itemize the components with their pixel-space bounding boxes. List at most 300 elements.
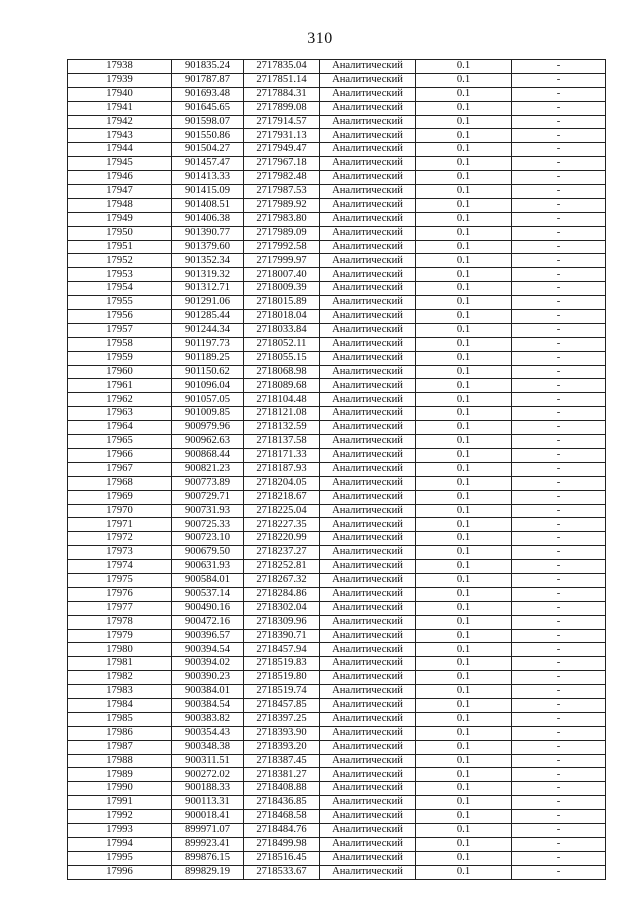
y-coordinate-cell: 2718309.96 — [244, 615, 320, 629]
description-cell: - — [512, 546, 606, 560]
table-row — [68, 532, 606, 546]
point-number-cell: 17969 — [68, 490, 172, 504]
x-coordinate-cell: 900384.01 — [172, 685, 244, 699]
table-row — [68, 726, 606, 740]
x-coordinate-cell: 901319.32 — [172, 268, 244, 282]
method-cell: Аналитический — [320, 601, 416, 615]
description-cell: - — [512, 185, 606, 199]
table-row — [68, 254, 606, 268]
method-cell: Аналитический — [320, 157, 416, 171]
description-cell: - — [512, 351, 606, 365]
y-coordinate-cell: 2718104.48 — [244, 393, 320, 407]
table-row — [68, 296, 606, 310]
method-cell: Аналитический — [320, 462, 416, 476]
method-cell: Аналитический — [320, 240, 416, 254]
table-row — [68, 560, 606, 574]
accuracy-cell: 0.1 — [416, 351, 512, 365]
method-cell: Аналитический — [320, 171, 416, 185]
x-coordinate-cell: 900537.14 — [172, 587, 244, 601]
x-coordinate-cell: 901189.25 — [172, 351, 244, 365]
point-number-cell: 17958 — [68, 337, 172, 351]
description-cell: - — [512, 254, 606, 268]
method-cell: Аналитический — [320, 60, 416, 74]
method-cell: Аналитический — [320, 518, 416, 532]
y-coordinate-cell: 2718187.93 — [244, 462, 320, 476]
description-cell: - — [512, 782, 606, 796]
table-row — [68, 712, 606, 726]
point-number-cell: 17945 — [68, 157, 172, 171]
point-number-cell: 17979 — [68, 629, 172, 643]
x-coordinate-cell: 900348.38 — [172, 740, 244, 754]
accuracy-cell: 0.1 — [416, 560, 512, 574]
x-coordinate-cell: 901244.34 — [172, 323, 244, 337]
description-cell: - — [512, 768, 606, 782]
method-cell: Аналитический — [320, 837, 416, 851]
accuracy-cell: 0.1 — [416, 712, 512, 726]
x-coordinate-cell: 901390.77 — [172, 226, 244, 240]
accuracy-cell: 0.1 — [416, 310, 512, 324]
point-number-cell: 17960 — [68, 365, 172, 379]
description-cell: - — [512, 240, 606, 254]
description-cell: - — [512, 726, 606, 740]
method-cell: Аналитический — [320, 212, 416, 226]
point-number-cell: 17994 — [68, 837, 172, 851]
method-cell: Аналитический — [320, 115, 416, 129]
y-coordinate-cell: 2718068.98 — [244, 365, 320, 379]
accuracy-cell: 0.1 — [416, 671, 512, 685]
table-row — [68, 796, 606, 810]
description-cell: - — [512, 601, 606, 615]
x-coordinate-cell: 901787.87 — [172, 73, 244, 87]
table-row — [68, 226, 606, 240]
accuracy-cell: 0.1 — [416, 226, 512, 240]
accuracy-cell: 0.1 — [416, 462, 512, 476]
x-coordinate-cell: 900113.31 — [172, 796, 244, 810]
x-coordinate-cell: 901352.34 — [172, 254, 244, 268]
point-number-cell: 17939 — [68, 73, 172, 87]
x-coordinate-cell: 900188.33 — [172, 782, 244, 796]
x-coordinate-cell: 901598.07 — [172, 115, 244, 129]
x-coordinate-cell: 900490.16 — [172, 601, 244, 615]
table-row — [68, 435, 606, 449]
point-number-cell: 17965 — [68, 435, 172, 449]
point-number-cell: 17974 — [68, 560, 172, 574]
method-cell: Аналитический — [320, 282, 416, 296]
x-coordinate-cell: 901415.09 — [172, 185, 244, 199]
point-number-cell: 17962 — [68, 393, 172, 407]
point-number-cell: 17981 — [68, 657, 172, 671]
y-coordinate-cell: 2717884.31 — [244, 87, 320, 101]
table-row — [68, 768, 606, 782]
accuracy-cell: 0.1 — [416, 185, 512, 199]
y-coordinate-cell: 2718387.45 — [244, 754, 320, 768]
method-cell: Аналитический — [320, 560, 416, 574]
x-coordinate-cell: 901057.05 — [172, 393, 244, 407]
point-number-cell: 17938 — [68, 60, 172, 74]
method-cell: Аналитический — [320, 379, 416, 393]
y-coordinate-cell: 2718381.27 — [244, 768, 320, 782]
table-row — [68, 573, 606, 587]
description-cell: - — [512, 393, 606, 407]
table-row — [68, 129, 606, 143]
point-number-cell: 17950 — [68, 226, 172, 240]
table-row — [68, 587, 606, 601]
x-coordinate-cell: 901312.71 — [172, 282, 244, 296]
accuracy-cell: 0.1 — [416, 198, 512, 212]
x-coordinate-cell: 899923.41 — [172, 837, 244, 851]
method-cell: Аналитический — [320, 615, 416, 629]
table-row — [68, 101, 606, 115]
accuracy-cell: 0.1 — [416, 546, 512, 560]
method-cell: Аналитический — [320, 407, 416, 421]
description-cell: - — [512, 837, 606, 851]
y-coordinate-cell: 2717983.80 — [244, 212, 320, 226]
point-number-cell: 17963 — [68, 407, 172, 421]
method-cell: Аналитический — [320, 310, 416, 324]
x-coordinate-cell: 901645.65 — [172, 101, 244, 115]
description-cell: - — [512, 171, 606, 185]
y-coordinate-cell: 2717899.08 — [244, 101, 320, 115]
description-cell: - — [512, 796, 606, 810]
x-coordinate-cell: 901550.86 — [172, 129, 244, 143]
point-number-cell: 17980 — [68, 643, 172, 657]
y-coordinate-cell: 2718533.67 — [244, 865, 320, 879]
description-cell: - — [512, 379, 606, 393]
point-number-cell: 17990 — [68, 782, 172, 796]
accuracy-cell: 0.1 — [416, 379, 512, 393]
x-coordinate-cell: 900383.82 — [172, 712, 244, 726]
method-cell: Аналитический — [320, 587, 416, 601]
description-cell: - — [512, 268, 606, 282]
point-number-cell: 17976 — [68, 587, 172, 601]
x-coordinate-cell: 900868.44 — [172, 448, 244, 462]
y-coordinate-cell: 2717835.04 — [244, 60, 320, 74]
point-number-cell: 17949 — [68, 212, 172, 226]
accuracy-cell: 0.1 — [416, 407, 512, 421]
x-coordinate-cell: 900384.54 — [172, 698, 244, 712]
y-coordinate-cell: 2718252.81 — [244, 560, 320, 574]
table-row — [68, 643, 606, 657]
description-cell: - — [512, 365, 606, 379]
y-coordinate-cell: 2718499.98 — [244, 837, 320, 851]
y-coordinate-cell: 2718132.59 — [244, 421, 320, 435]
accuracy-cell: 0.1 — [416, 587, 512, 601]
point-number-cell: 17978 — [68, 615, 172, 629]
y-coordinate-cell: 2717967.18 — [244, 157, 320, 171]
y-coordinate-cell: 2718393.90 — [244, 726, 320, 740]
table-row — [68, 310, 606, 324]
x-coordinate-cell: 901504.27 — [172, 143, 244, 157]
description-cell: - — [512, 101, 606, 115]
y-coordinate-cell: 2718519.80 — [244, 671, 320, 685]
coordinates-table-body — [68, 60, 606, 880]
y-coordinate-cell: 2718052.11 — [244, 337, 320, 351]
accuracy-cell: 0.1 — [416, 87, 512, 101]
description-cell: - — [512, 435, 606, 449]
description-cell: - — [512, 532, 606, 546]
y-coordinate-cell: 2718397.25 — [244, 712, 320, 726]
method-cell: Аналитический — [320, 254, 416, 268]
accuracy-cell: 0.1 — [416, 115, 512, 129]
x-coordinate-cell: 900979.96 — [172, 421, 244, 435]
y-coordinate-cell: 2717989.09 — [244, 226, 320, 240]
point-number-cell: 17968 — [68, 476, 172, 490]
accuracy-cell: 0.1 — [416, 268, 512, 282]
table-row — [68, 143, 606, 157]
accuracy-cell: 0.1 — [416, 296, 512, 310]
point-number-cell: 17982 — [68, 671, 172, 685]
x-coordinate-cell: 901379.60 — [172, 240, 244, 254]
point-number-cell: 17993 — [68, 823, 172, 837]
point-number-cell: 17988 — [68, 754, 172, 768]
point-number-cell: 17940 — [68, 87, 172, 101]
method-cell: Аналитический — [320, 671, 416, 685]
point-number-cell: 17971 — [68, 518, 172, 532]
method-cell: Аналитический — [320, 726, 416, 740]
y-coordinate-cell: 2717851.14 — [244, 73, 320, 87]
description-cell: - — [512, 296, 606, 310]
method-cell: Аналитический — [320, 476, 416, 490]
point-number-cell: 17946 — [68, 171, 172, 185]
description-cell: - — [512, 754, 606, 768]
table-row — [68, 601, 606, 615]
table-row — [68, 240, 606, 254]
accuracy-cell: 0.1 — [416, 518, 512, 532]
method-cell: Аналитический — [320, 143, 416, 157]
method-cell: Аналитический — [320, 268, 416, 282]
description-cell: - — [512, 573, 606, 587]
table-row — [68, 518, 606, 532]
table-row — [68, 448, 606, 462]
y-coordinate-cell: 2717992.58 — [244, 240, 320, 254]
y-coordinate-cell: 2718302.04 — [244, 601, 320, 615]
table-row — [68, 60, 606, 74]
point-number-cell: 17952 — [68, 254, 172, 268]
method-cell: Аналитический — [320, 435, 416, 449]
method-cell: Аналитический — [320, 129, 416, 143]
x-coordinate-cell: 901285.44 — [172, 310, 244, 324]
point-number-cell: 17954 — [68, 282, 172, 296]
y-coordinate-cell: 2718225.04 — [244, 504, 320, 518]
point-number-cell: 17959 — [68, 351, 172, 365]
point-number-cell: 17944 — [68, 143, 172, 157]
description-cell: - — [512, 504, 606, 518]
method-cell: Аналитический — [320, 296, 416, 310]
accuracy-cell: 0.1 — [416, 754, 512, 768]
method-cell: Аналитический — [320, 185, 416, 199]
accuracy-cell: 0.1 — [416, 171, 512, 185]
table-row — [68, 754, 606, 768]
description-cell: - — [512, 60, 606, 74]
table-row — [68, 740, 606, 754]
table-row — [68, 421, 606, 435]
table-row — [68, 87, 606, 101]
x-coordinate-cell: 900631.93 — [172, 560, 244, 574]
x-coordinate-cell: 900773.89 — [172, 476, 244, 490]
table-row — [68, 851, 606, 865]
description-cell: - — [512, 865, 606, 879]
y-coordinate-cell: 2718519.83 — [244, 657, 320, 671]
x-coordinate-cell: 900472.16 — [172, 615, 244, 629]
point-number-cell: 17986 — [68, 726, 172, 740]
x-coordinate-cell: 900731.93 — [172, 504, 244, 518]
x-coordinate-cell: 901413.33 — [172, 171, 244, 185]
table-row — [68, 629, 606, 643]
description-cell: - — [512, 587, 606, 601]
table-row — [68, 685, 606, 699]
table-row — [68, 698, 606, 712]
point-number-cell: 17943 — [68, 129, 172, 143]
accuracy-cell: 0.1 — [416, 448, 512, 462]
description-cell: - — [512, 407, 606, 421]
point-number-cell: 17951 — [68, 240, 172, 254]
x-coordinate-cell: 900390.23 — [172, 671, 244, 685]
table-row — [68, 351, 606, 365]
table-row — [68, 671, 606, 685]
point-number-cell: 17987 — [68, 740, 172, 754]
point-number-cell: 17964 — [68, 421, 172, 435]
point-number-cell: 17995 — [68, 851, 172, 865]
y-coordinate-cell: 2718137.58 — [244, 435, 320, 449]
description-cell: - — [512, 448, 606, 462]
x-coordinate-cell: 899829.19 — [172, 865, 244, 879]
y-coordinate-cell: 2718055.15 — [244, 351, 320, 365]
accuracy-cell: 0.1 — [416, 823, 512, 837]
table-row — [68, 615, 606, 629]
method-cell: Аналитический — [320, 393, 416, 407]
point-number-cell: 17961 — [68, 379, 172, 393]
description-cell: - — [512, 143, 606, 157]
y-coordinate-cell: 2718218.67 — [244, 490, 320, 504]
point-number-cell: 17992 — [68, 810, 172, 824]
accuracy-cell: 0.1 — [416, 323, 512, 337]
x-coordinate-cell: 899876.15 — [172, 851, 244, 865]
accuracy-cell: 0.1 — [416, 254, 512, 268]
table-row — [68, 476, 606, 490]
accuracy-cell: 0.1 — [416, 810, 512, 824]
accuracy-cell: 0.1 — [416, 421, 512, 435]
description-cell: - — [512, 310, 606, 324]
description-cell: - — [512, 462, 606, 476]
x-coordinate-cell: 901096.04 — [172, 379, 244, 393]
x-coordinate-cell: 900821.23 — [172, 462, 244, 476]
method-cell: Аналитический — [320, 629, 416, 643]
description-cell: - — [512, 226, 606, 240]
y-coordinate-cell: 2717949.47 — [244, 143, 320, 157]
accuracy-cell: 0.1 — [416, 601, 512, 615]
method-cell: Аналитический — [320, 365, 416, 379]
y-coordinate-cell: 2718204.05 — [244, 476, 320, 490]
x-coordinate-cell: 901406.38 — [172, 212, 244, 226]
y-coordinate-cell: 2717982.48 — [244, 171, 320, 185]
method-cell: Аналитический — [320, 226, 416, 240]
y-coordinate-cell: 2718519.74 — [244, 685, 320, 699]
method-cell: Аналитический — [320, 87, 416, 101]
y-coordinate-cell: 2718089.68 — [244, 379, 320, 393]
point-number-cell: 17967 — [68, 462, 172, 476]
description-cell: - — [512, 115, 606, 129]
table-row — [68, 837, 606, 851]
y-coordinate-cell: 2718007.40 — [244, 268, 320, 282]
description-cell: - — [512, 851, 606, 865]
accuracy-cell: 0.1 — [416, 101, 512, 115]
table-row — [68, 504, 606, 518]
accuracy-cell: 0.1 — [416, 837, 512, 851]
table-row — [68, 365, 606, 379]
accuracy-cell: 0.1 — [416, 865, 512, 879]
description-cell: - — [512, 129, 606, 143]
y-coordinate-cell: 2718220.99 — [244, 532, 320, 546]
y-coordinate-cell: 2718171.33 — [244, 448, 320, 462]
x-coordinate-cell: 900679.50 — [172, 546, 244, 560]
x-coordinate-cell: 900962.63 — [172, 435, 244, 449]
method-cell: Аналитический — [320, 810, 416, 824]
table-row — [68, 268, 606, 282]
table-row — [68, 157, 606, 171]
description-cell: - — [512, 740, 606, 754]
description-cell: - — [512, 629, 606, 643]
description-cell: - — [512, 712, 606, 726]
description-cell: - — [512, 671, 606, 685]
x-coordinate-cell: 900725.33 — [172, 518, 244, 532]
table-row — [68, 171, 606, 185]
x-coordinate-cell: 900584.01 — [172, 573, 244, 587]
y-coordinate-cell: 2717989.92 — [244, 198, 320, 212]
description-cell: - — [512, 282, 606, 296]
method-cell: Аналитический — [320, 782, 416, 796]
method-cell: Аналитический — [320, 448, 416, 462]
description-cell: - — [512, 685, 606, 699]
x-coordinate-cell: 900729.71 — [172, 490, 244, 504]
point-number-cell: 17973 — [68, 546, 172, 560]
method-cell: Аналитический — [320, 532, 416, 546]
method-cell: Аналитический — [320, 685, 416, 699]
point-number-cell: 17977 — [68, 601, 172, 615]
point-number-cell: 17941 — [68, 101, 172, 115]
description-cell: - — [512, 810, 606, 824]
y-coordinate-cell: 2718033.84 — [244, 323, 320, 337]
accuracy-cell: 0.1 — [416, 740, 512, 754]
table-row — [68, 810, 606, 824]
table-row — [68, 379, 606, 393]
point-number-cell: 17985 — [68, 712, 172, 726]
point-number-cell: 17957 — [68, 323, 172, 337]
method-cell: Аналитический — [320, 740, 416, 754]
point-number-cell: 17953 — [68, 268, 172, 282]
method-cell: Аналитический — [320, 198, 416, 212]
method-cell: Аналитический — [320, 657, 416, 671]
y-coordinate-cell: 2718436.85 — [244, 796, 320, 810]
point-number-cell: 17970 — [68, 504, 172, 518]
description-cell: - — [512, 823, 606, 837]
coordinates-table — [67, 59, 606, 880]
y-coordinate-cell: 2718015.89 — [244, 296, 320, 310]
description-cell: - — [512, 212, 606, 226]
description-cell: - — [512, 87, 606, 101]
y-coordinate-cell: 2718393.20 — [244, 740, 320, 754]
accuracy-cell: 0.1 — [416, 60, 512, 74]
point-number-cell: 17989 — [68, 768, 172, 782]
accuracy-cell: 0.1 — [416, 129, 512, 143]
point-number-cell: 17942 — [68, 115, 172, 129]
accuracy-cell: 0.1 — [416, 629, 512, 643]
description-cell: - — [512, 73, 606, 87]
table-row — [68, 782, 606, 796]
y-coordinate-cell: 2718121.08 — [244, 407, 320, 421]
accuracy-cell: 0.1 — [416, 143, 512, 157]
method-cell: Аналитический — [320, 796, 416, 810]
description-cell: - — [512, 490, 606, 504]
